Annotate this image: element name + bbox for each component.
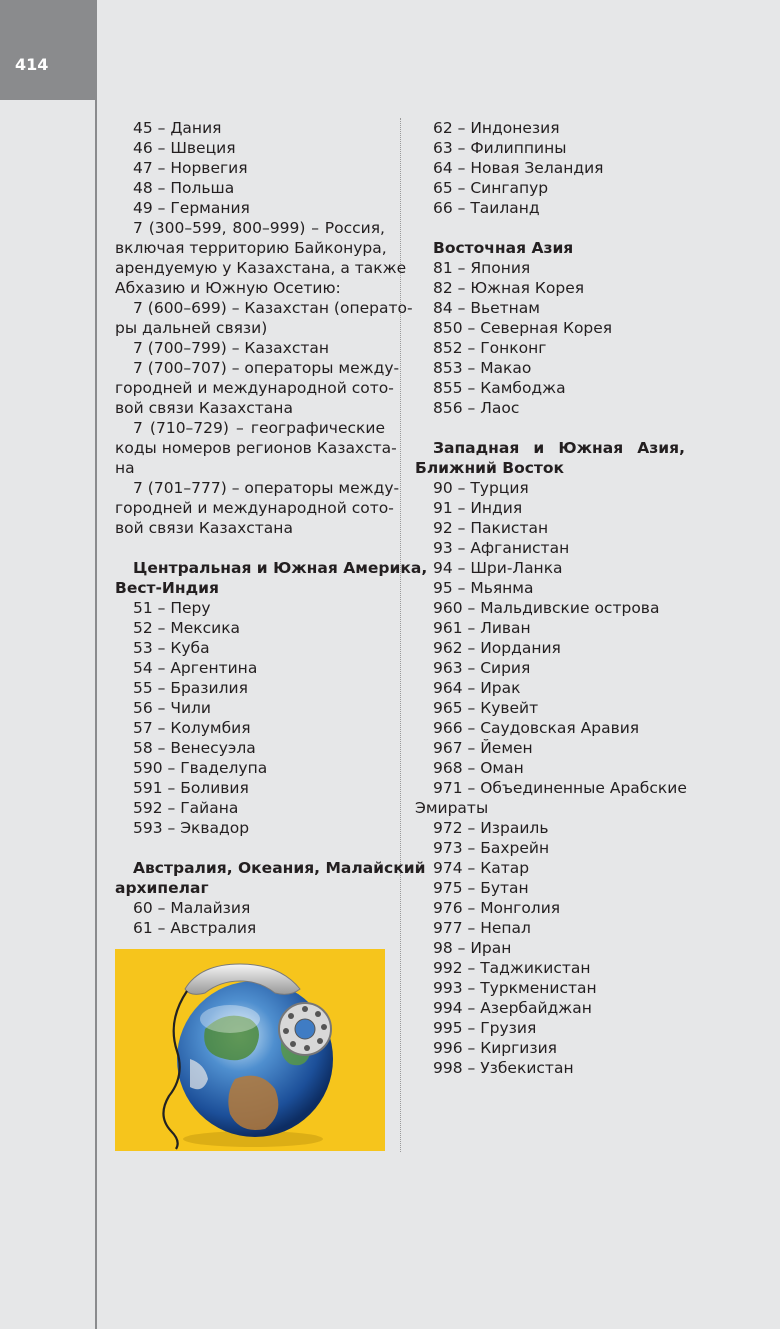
list-item: 976 – Монголия — [433, 899, 561, 917]
list-item: 972 – Израиль — [433, 819, 549, 837]
list-item: 84 – Вьетнам — [433, 299, 540, 317]
list-item: 964 – Ирак — [433, 679, 521, 697]
list-item: 48 – Польша — [133, 179, 235, 197]
list-item: 852 – Гонконг — [433, 339, 547, 357]
list-item: 968 – Оман — [433, 759, 524, 777]
list-item: 855 – Камбоджа — [433, 379, 566, 397]
list-item: 53 – Куба — [133, 639, 210, 657]
text-line: Абхазию и Южную Осетию: — [115, 279, 341, 297]
list-item: 81 – Япония — [433, 259, 531, 277]
section-heading-americas — [115, 558, 428, 598]
list-item: 996 – Киргизия — [433, 1039, 557, 1057]
text-line: Эмираты — [415, 799, 489, 817]
list-item: 62 – Индонезия — [433, 119, 560, 137]
list-item: 98 – Иран — [433, 939, 512, 957]
list-item: 55 – Бразилия — [133, 679, 248, 697]
list-item: 82 – Южная Корея — [433, 279, 585, 297]
list-item: 61 – Австралия — [133, 919, 257, 937]
list-item: 592 – Гайана — [133, 799, 239, 817]
list-item: 57 – Колумбия — [133, 719, 251, 737]
text-line: 7 (700–707) – операторы между- — [133, 359, 400, 377]
text-line: 7 (300–599, 800–999) – Россия, — [133, 219, 385, 237]
list-item: 992 – Таджикистан — [433, 959, 591, 977]
globe-telephone-illustration — [115, 949, 385, 1151]
list-item: 995 – Грузия — [433, 1019, 537, 1037]
text-line: ры дальней связи) — [115, 319, 268, 337]
list-item: 965 – Кувейт — [433, 699, 539, 717]
list-item: 92 – Пакистан — [433, 519, 549, 537]
text-line: на — [115, 459, 135, 477]
list-item: 973 – Бахрейн — [433, 839, 550, 857]
kazakhstan-operators-entry — [115, 478, 400, 538]
list-item: 963 – Сирия — [433, 659, 531, 677]
list-item: 64 – Новая Зеландия — [433, 159, 604, 177]
list-item: 52 – Мексика — [133, 619, 241, 637]
heading-line: Западная и Южная Азия, — [433, 439, 685, 457]
list-item: 91 – Индия — [433, 499, 523, 517]
list-item: 49 – Германия — [133, 199, 250, 217]
heading-line: Центральная и Южная Америка, — [133, 559, 428, 577]
list-item: 60 – Малайзия — [133, 899, 251, 917]
page-number: 414 — [15, 55, 49, 74]
list-item: 853 – Макао — [433, 359, 532, 377]
section-heading-oceania — [115, 858, 426, 898]
list-item: 856 – Лаос — [433, 399, 520, 417]
section-heading-west-asia — [415, 438, 685, 478]
kazakhstan-geo-codes-entry — [115, 418, 397, 478]
text-line: включая территорию Байконура, — [115, 239, 387, 257]
list-item: 961 – Ливан — [433, 619, 531, 637]
list-item: 850 – Северная Корея — [433, 319, 613, 337]
list-item: 46 – Швеция — [133, 139, 236, 157]
list-item: 58 – Венесуэла — [133, 739, 256, 757]
page-number-tab — [0, 0, 95, 100]
list-item: 967 – Йемен — [433, 739, 533, 757]
list-item: 90 – Турция — [433, 479, 529, 497]
left-column — [115, 118, 428, 938]
text-line: 7 (710–729) – географические — [133, 419, 385, 437]
uae-entry — [415, 778, 685, 818]
list-item: 977 – Непал — [433, 919, 531, 937]
list-item: 593 – Эквадор — [133, 819, 250, 837]
list-item: 962 – Иордания — [433, 639, 561, 657]
list-item: 974 – Катар — [433, 859, 530, 877]
kazakhstan-mobile-entry — [115, 358, 400, 418]
list-item: 590 – Гваделупа — [133, 759, 268, 777]
text-line: 7 (701–777) – операторы между- — [133, 479, 400, 497]
list-item: 45 – Дания — [133, 119, 222, 137]
list-item: 993 – Туркменистан — [433, 979, 597, 997]
kazakhstan-entry: 7 (700–799) – Казахстан — [133, 339, 330, 357]
kazakhstan-long-distance-entry — [115, 298, 413, 338]
list-item: 63 – Филиппины — [433, 139, 567, 157]
section-heading-east-asia: Восточная Азия — [433, 239, 574, 257]
list-item: 56 – Чили — [133, 699, 212, 717]
list-item: 975 – Бутан — [433, 879, 529, 897]
list-item: 65 – Сингапур — [433, 179, 549, 197]
list-item: 998 – Узбекистан — [433, 1059, 574, 1077]
heading-line: Австралия, Океания, Малайский — [133, 859, 426, 877]
russia-entry — [115, 218, 407, 298]
list-item: 960 – Мальдивские острова — [433, 599, 660, 617]
text-line: вой связи Казахстана — [115, 519, 293, 537]
list-item: 93 – Афганистан — [433, 539, 570, 557]
globe-telephone-icon — [115, 949, 385, 1151]
heading-line: архипелаг — [115, 879, 209, 897]
list-item: 54 – Аргентина — [133, 659, 258, 677]
page-margin-strip — [0, 0, 97, 1329]
list-item: 94 – Шри-Ланка — [433, 559, 563, 577]
list-item: 66 – Таиланд — [433, 199, 540, 217]
text-line: коды номеров регионов Казахста- — [115, 439, 397, 457]
text-line: городней и международной сото- — [115, 499, 394, 517]
list-item: 95 – Мьянма — [433, 579, 534, 597]
heading-line: Вест-Индия — [115, 579, 219, 597]
list-item: 966 – Саудовская Аравия — [433, 719, 640, 737]
text-line: арендуемую у Казахстана, а также — [115, 259, 407, 277]
text-line: вой связи Казахстана — [115, 399, 293, 417]
text-line: 971 – Объединенные Арабские — [433, 779, 687, 797]
list-item: 591 – Боливия — [133, 779, 249, 797]
text-line: 7 (600–699) – Казахстан (операто- — [133, 299, 413, 317]
list-item: 47 – Норвегия — [133, 159, 248, 177]
list-item: 51 – Перу — [133, 599, 211, 617]
right-column — [415, 118, 685, 1078]
heading-line: Ближний Восток — [415, 459, 565, 477]
list-item: 994 – Азербайджан — [433, 999, 592, 1017]
text-line: городней и международной сото- — [115, 379, 394, 397]
